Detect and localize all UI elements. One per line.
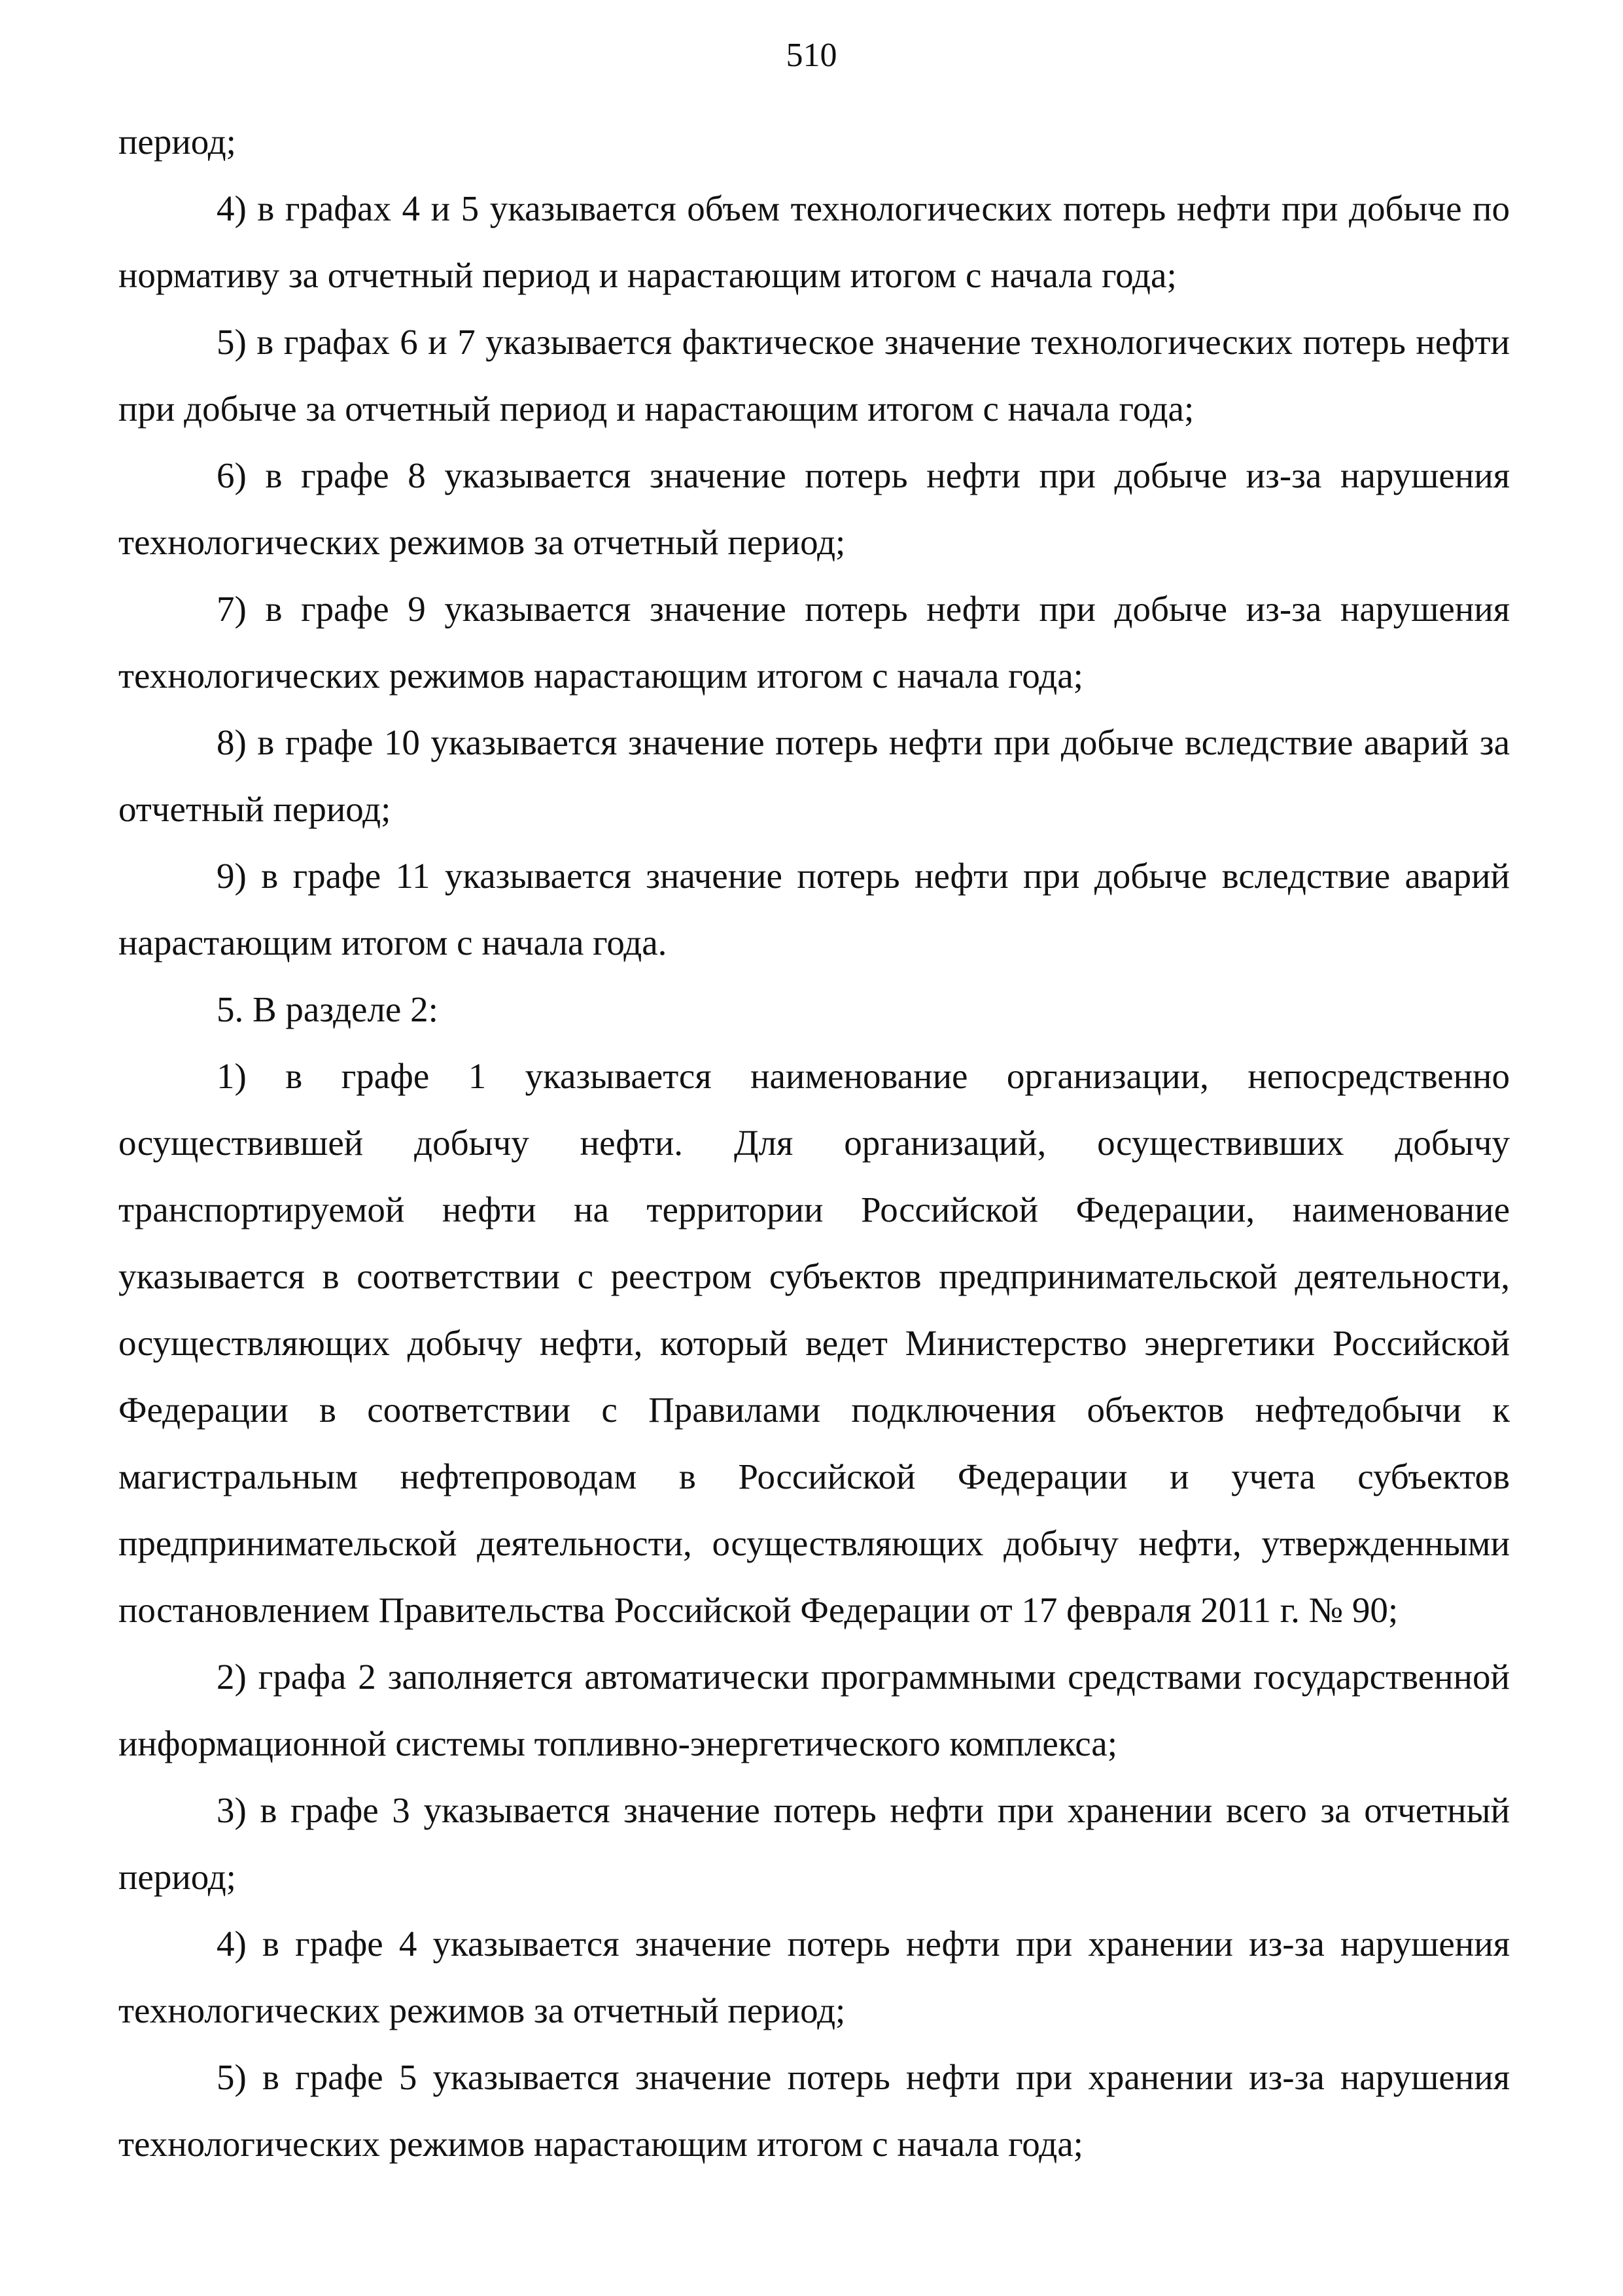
paragraph-item-9: 9) в графе 11 указывается значение потерь нефти при добыче вследствие аварий нарастающим итогом с начала года. xyxy=(118,856,1510,963)
paragraph-continuation: период; xyxy=(118,122,236,162)
paragraph-item-7: 7) в графе 9 указывается значение потерь нефти при добыче из-за нарушения технологических режимов нарастающим итогом с начала года; xyxy=(118,589,1510,696)
paragraph-section2-item-3: 3) в графе 3 указывается значение потерь нефти при хранении всего за отчетный период; xyxy=(118,1790,1510,1897)
paragraph-item-4: 4) в графах 4 и 5 указывается объем технологических потерь нефти при добыче по нормативу за отчетный период и нарастающим итогом с начала года; xyxy=(118,188,1510,295)
paragraph-section2-item-4: 4) в графе 4 указывается значение потерь нефти при хранении из-за нарушения технологических режимов за отчетный период; xyxy=(118,1924,1510,2030)
paragraph-section2-item-5: 5) в графе 5 указывается значение потерь нефти при хранении из-за нарушения технологических режимов нарастающим итогом с начала года; xyxy=(118,2057,1510,2164)
paragraph-section2-item-1: 1) в графе 1 указывается наименование организации, непосредственно осуществившей добычу нефти. Для организаций, осуществивших добычу транспортируемой нефти на территории Российской Федерации, наименование указывается в соответствии с реестром субъектов предпринимательской деятельности, осуществляющих добычу нефти, который ведет Министерство энергетики Российской Федерации в соответствии с Правилами подключения объектов нефтедобычи к магистральным нефтепроводам в Российской Федерации и учета субъектов предпринимательской деятельности, осуществляющих добычу нефти, утвержденными постановлением Правительства Российской Федерации от 17 февраля 2011 г. № 90; xyxy=(118,1056,1510,1630)
paragraph-item-5: 5) в графах 6 и 7 указывается фактическое значение технологических потерь нефти при добыче за отчетный период и нарастающим итогом с начала года; xyxy=(118,322,1510,429)
paragraph-section2-item-2: 2) графа 2 заполняется автоматически программными средствами государственной информационной системы топливно-энергетического комплекса; xyxy=(118,1657,1510,1763)
section-2-heading: 5. В разделе 2: xyxy=(217,989,438,1029)
paragraph-item-6: 6) в графе 8 указывается значение потерь нефти при добыче из-за нарушения технологических режимов за отчетный период; xyxy=(118,455,1510,562)
paragraph-item-8: 8) в графе 10 указывается значение потерь нефти при добыче вследствие аварий за отчетный период; xyxy=(118,722,1510,829)
document-body xyxy=(118,109,1510,2178)
page-number: 510 xyxy=(786,37,837,74)
